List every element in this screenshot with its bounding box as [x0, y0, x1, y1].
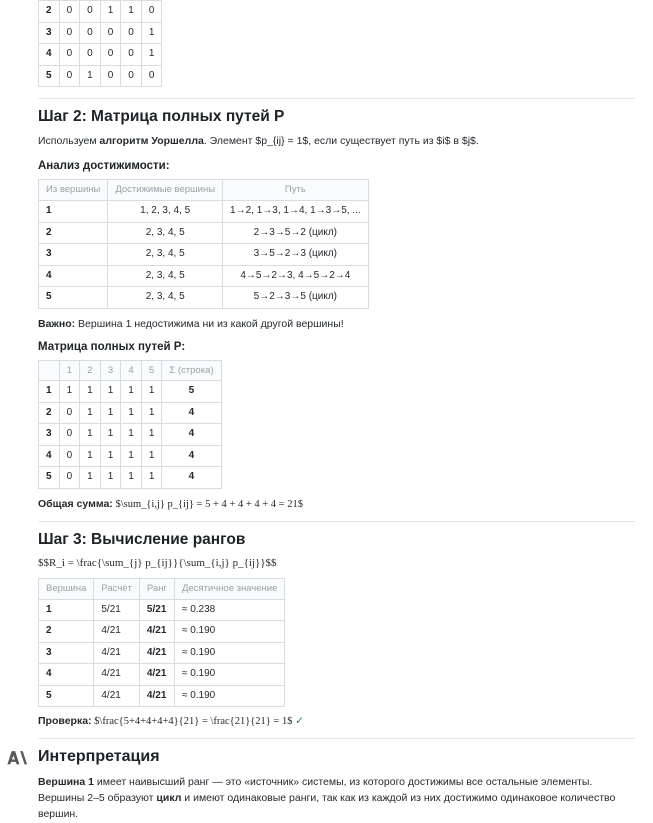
- cell: 1: [121, 467, 142, 489]
- cell: 1: [121, 424, 142, 446]
- cell: 1: [80, 424, 101, 446]
- column-header: 4: [121, 360, 142, 381]
- cell: 1: [121, 445, 142, 467]
- table-row: [39, 402, 222, 424]
- table-row: [39, 244, 369, 266]
- cell: 1: [121, 402, 142, 424]
- decimal-value: ≈ 0.238: [174, 599, 284, 621]
- path-matrix-body: [39, 381, 222, 489]
- interpretation-part-1: имеет наивысший ранг — это «источник» системы, из которого достижимы все остальные элементы. Вершины 2–5 образуют: [38, 776, 593, 805]
- cell: 0: [59, 424, 80, 446]
- rank-table-body: [39, 599, 285, 707]
- step2-intro-bold: алгоритм Уоршелла: [99, 135, 204, 147]
- table-row: [39, 44, 162, 66]
- table-row: [39, 599, 285, 621]
- cell: 0: [141, 65, 162, 87]
- row-sum: 4: [162, 424, 221, 446]
- decimal-value: ≈ 0.190: [174, 664, 284, 686]
- cell: 1: [100, 424, 121, 446]
- rank-value: 5/21: [139, 599, 174, 621]
- row-sum: 4: [162, 402, 221, 424]
- table-row: [39, 642, 285, 664]
- row-label: 4: [39, 44, 60, 66]
- column-header: 3: [100, 360, 121, 381]
- table-row: [39, 621, 285, 643]
- cell: 1: [100, 402, 121, 424]
- rank-value: 4/21: [139, 664, 174, 686]
- divider: [38, 738, 635, 739]
- path-text: 2→3→5→2 (цикл): [223, 222, 369, 244]
- table-row: [39, 424, 222, 446]
- cell: 0: [59, 65, 80, 87]
- table-row: [39, 287, 369, 309]
- cell: 1: [80, 381, 101, 403]
- divider: [38, 98, 635, 99]
- cell: 1: [141, 445, 162, 467]
- row-sum: 4: [162, 445, 221, 467]
- cell: 0: [100, 44, 121, 66]
- reachability-title: Анализ достижимости:: [38, 160, 170, 173]
- verification-label: Проверка:: [38, 715, 92, 728]
- column-header: Ранг: [139, 578, 174, 599]
- cell: 1: [141, 44, 162, 66]
- cell: 1: [100, 381, 121, 403]
- total-sum-value: $\sum_{i,j} p_{ij} = 5 + 4 + 4 + 4 + 4 = 21$: [112, 498, 303, 510]
- cell: 1: [141, 467, 162, 489]
- table-row: [39, 65, 162, 87]
- step2-heading: Шаг 2: Матрица полных путей P: [38, 108, 285, 125]
- calculation: 4/21: [94, 621, 140, 643]
- row-label: 2: [39, 402, 60, 424]
- cell: 0: [59, 22, 80, 44]
- reachable-set: 2, 3, 4, 5: [108, 222, 223, 244]
- calculation: 4/21: [94, 685, 140, 707]
- row-label: 4: [39, 445, 60, 467]
- vertex-label: 2: [39, 222, 108, 244]
- path-text: 3→5→2→3 (цикл): [223, 244, 369, 266]
- rank-value: 4/21: [139, 621, 174, 643]
- row-label: 5: [39, 467, 60, 489]
- cell: 0: [141, 1, 162, 23]
- path-matrix-title: Матрица полных путей P:: [38, 340, 186, 353]
- cell: 1: [100, 467, 121, 489]
- adjacency-matrix-partial: [38, 0, 162, 87]
- step2-intro: [38, 134, 635, 149]
- cell: 1: [141, 424, 162, 446]
- reachable-set: 2, 3, 4, 5: [108, 287, 223, 309]
- anthropic-logo-icon: [6, 747, 28, 769]
- cell: 1: [141, 22, 162, 44]
- cell: 1: [121, 1, 142, 23]
- path-matrix-head: [39, 360, 222, 381]
- cell: 0: [121, 44, 142, 66]
- cell: 1: [121, 381, 142, 403]
- interpretation-bold-1: Вершина 1: [38, 776, 94, 789]
- table-row: [39, 222, 369, 244]
- table-row: [39, 201, 369, 223]
- cell: 1: [80, 402, 101, 424]
- row-label: 1: [39, 381, 60, 403]
- reachability-table: [38, 179, 369, 308]
- interpretation-part-2: и имеют одинаковые ранги, так как из каждой из них достижимо одинаковое количество вершин.: [38, 792, 616, 820]
- cell: 0: [80, 44, 101, 66]
- table-row: [39, 664, 285, 686]
- cell: 1: [59, 381, 80, 403]
- row-label: 2: [39, 1, 60, 23]
- cell: 1: [141, 381, 162, 403]
- cell: 0: [100, 22, 121, 44]
- verification-text: $\frac{5+4+4+4+4}{21} = \frac{21}{21} = 1$: [91, 716, 296, 728]
- column-header: 1: [59, 360, 80, 381]
- step2-intro-post: . Элемент $p_{ij} = 1$, если существует путь из $i$ в $j$.: [203, 135, 479, 147]
- cell: 1: [100, 445, 121, 467]
- total-sum-label: Общая сумма:: [38, 497, 113, 510]
- check-mark-icon: ✓: [295, 715, 304, 728]
- interpretation-heading: Интерпретация: [38, 748, 160, 766]
- column-header: Путь: [223, 180, 369, 201]
- cell: 0: [80, 22, 101, 44]
- vertex-label: 2: [39, 621, 94, 643]
- column-header: Десятичное значение: [174, 578, 284, 599]
- vertex-label: 1: [39, 201, 108, 223]
- calculation: 4/21: [94, 664, 140, 686]
- calculation: 4/21: [94, 642, 140, 664]
- verification-line: [38, 715, 635, 727]
- table-row: [39, 265, 369, 287]
- column-header-sum: Σ (строка): [162, 360, 221, 381]
- important-text: Вершина 1 недостижима ни из какой другой вершины!: [75, 317, 344, 330]
- cell: 0: [121, 65, 142, 87]
- corner-header: [39, 360, 60, 381]
- rank-table-head: [39, 578, 285, 599]
- table-row: [39, 381, 222, 403]
- decimal-value: ≈ 0.190: [174, 621, 284, 643]
- column-header: 2: [80, 360, 101, 381]
- cell: 0: [59, 44, 80, 66]
- reachable-set: 2, 3, 4, 5: [108, 265, 223, 287]
- divider: [38, 521, 635, 522]
- interpretation-bold-2: цикл: [156, 792, 182, 805]
- table-row: [39, 22, 162, 44]
- rank-value: 4/21: [139, 685, 174, 707]
- column-header: Достижимые вершины: [108, 180, 223, 201]
- cell: 0: [59, 1, 80, 23]
- vertex-label: 1: [39, 599, 94, 621]
- step3-heading: Шаг 3: Вычисление рангов: [38, 530, 246, 548]
- table-header-row: [39, 180, 369, 201]
- column-header: 5: [141, 360, 162, 381]
- table-row: [39, 685, 285, 707]
- decimal-value: ≈ 0.190: [174, 685, 284, 707]
- vertex-label: 4: [39, 664, 94, 686]
- cell: 0: [59, 467, 80, 489]
- cell: 1: [80, 467, 101, 489]
- cell: 1: [141, 402, 162, 424]
- row-sum: 5: [162, 381, 221, 403]
- cell: 0: [59, 402, 80, 424]
- total-sum-line: [38, 498, 635, 510]
- cell: 0: [59, 445, 80, 467]
- rank-value: 4/21: [139, 642, 174, 664]
- column-header: Расчёт: [94, 578, 140, 599]
- reachable-set: 2, 3, 4, 5: [108, 244, 223, 266]
- cell: 1: [80, 65, 101, 87]
- path-text: 5→2→3→5 (цикл): [223, 287, 369, 309]
- path-text: 4→5→2→3, 4→5→2→4: [223, 265, 369, 287]
- table-row: [39, 445, 222, 467]
- row-label: 3: [39, 22, 60, 44]
- cell: 1: [80, 445, 101, 467]
- column-header: Из вершины: [39, 180, 108, 201]
- table-row: [39, 467, 222, 489]
- vertex-label: 4: [39, 265, 108, 287]
- calculation: 5/21: [94, 599, 140, 621]
- cell: 0: [100, 65, 121, 87]
- reachability-table-body: [39, 201, 369, 309]
- path-text: 1→2, 1→3, 1→4, 1→3→5, ...: [223, 201, 369, 223]
- reachable-set: 1, 2, 3, 4, 5: [108, 201, 223, 223]
- row-label: 3: [39, 424, 60, 446]
- rank-table: [38, 578, 285, 707]
- reachability-table-head: [39, 180, 369, 201]
- adjacency-matrix-body: [39, 1, 162, 87]
- path-matrix-table: [38, 360, 222, 489]
- decimal-value: ≈ 0.190: [174, 642, 284, 664]
- rank-formula: $$R_i = \frac{\sum_{j} p_{ij}}{\sum_{i,j} p_{ij}}$$: [38, 556, 277, 569]
- step2-intro-pre: Используем: [38, 135, 100, 147]
- table-row: [39, 1, 162, 23]
- vertex-label: 5: [39, 685, 94, 707]
- cell: 0: [121, 22, 142, 44]
- table-header-row: [39, 360, 222, 381]
- cell: 1: [100, 1, 121, 23]
- table-header-row: [39, 578, 285, 599]
- row-label: 5: [39, 65, 60, 87]
- vertex-label: 5: [39, 287, 108, 309]
- important-label: Важно:: [38, 317, 76, 330]
- row-sum: 4: [162, 467, 221, 489]
- cell: 0: [80, 1, 101, 23]
- column-header: Вершина: [39, 578, 94, 599]
- vertex-label: 3: [39, 642, 94, 664]
- important-note: [38, 318, 635, 330]
- interpretation-text: [38, 775, 635, 822]
- vertex-label: 3: [39, 244, 108, 266]
